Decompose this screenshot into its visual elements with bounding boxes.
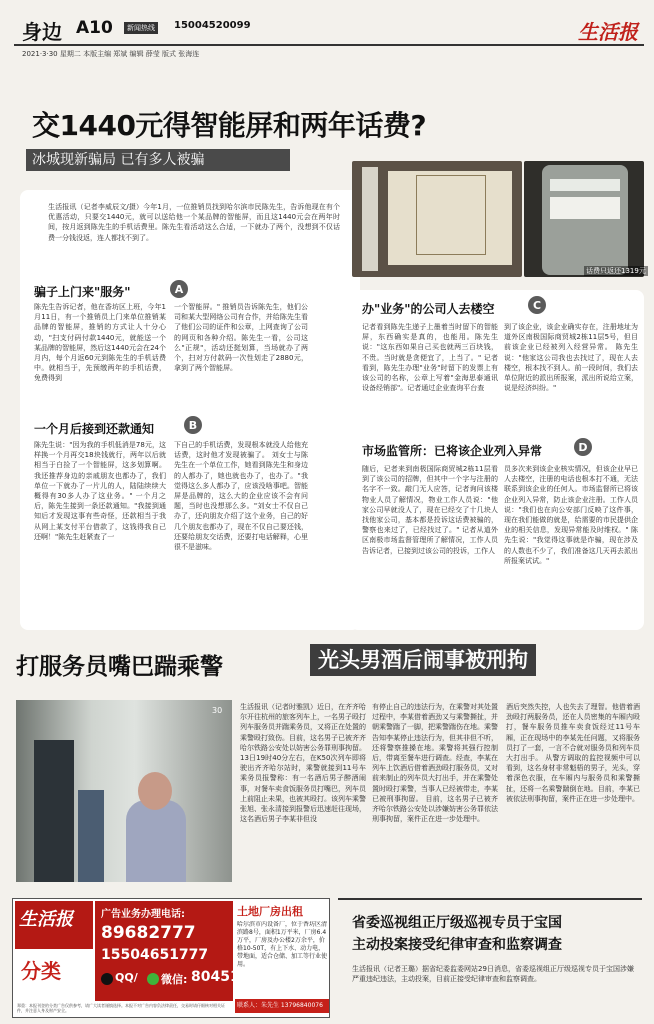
section-c-col1: 记者看到陈先生递子上墨着当时留下的智能屏，东西确实是真的，也能用。陈先生说："这东西如果自己买也就两三百块钱，不贵。当时就是贪便宜了，上当了。" 记者看到，陈先生办理"业务"时留下的发票上有该公司的名称，公章上写着"金海思泰通讯设备经销部"。记者通过企业查询平台查 [362,323,498,393]
wechat-icon [147,973,159,985]
classified-ad [12,898,330,1018]
ad-qq-label: QQ/ [115,971,138,984]
story2-col2: 有停止自己的违法行为，在乘警对其处置过程中，李某借着酒劲又与乘警撕扯，并朝乘警踹了一脚，把乘警踹伤在地。乘警告知李某停止违法行为，但其非但不听，还将警察推搡在地。乘警将其强行控制后，带离至餐车进行调查。经查，李某在列车上饮酒后借着酒劲殴打服务员，又对前来制止的列车员大打出手，并在乘警处置时殴打乘警，当事人已经被带走，李某已被刑事拘留。 目前，这名男子已被齐齐哈尔铁路公安处以涉嫌妨害公务罪依法刑事拘留，案件正在进一步处理中。 [372,703,498,824]
section-title: 身边 [22,20,62,44]
photo-number: 30 [212,706,223,715]
badge-b: B [184,416,202,434]
ad-land-title: 土地厂房出租 [237,905,303,918]
story3-text: 生活报讯（记者王璐）据省纪委监委网站29日消息，省委巡视组正厅级巡视专员于宝国涉嫌严重违纪违法，主动投案，目前正接受纪律审查和监察调查。 [352,965,634,984]
section-b-col2: 下自己的手机话费，发现根本就没人给他充话费，这时他才发现被骗了。 刘女士与陈先生在一个单位工作，她看到陈先生和身边的人都办了，她也就也办了，也办了。"我觉得这么多人都办了，应该没啥事吧。智能屏是品牌的，这么大的企业应该不会有问题，当时也没想那么多。"刘女士不仅自己办了，还向朋友介绍了这个业务，自己的好几个朋友也都办了，现在不仅自己要还钱，还要给朋友交话费，还要打电话解释，心里很不是滋味。 [174,441,308,552]
ad-wechat-label: 微信: [161,973,188,986]
section-b-col1: 陈先生说："因为我的手机低消是78元，这样换一个月再交18块钱就行，两年以后就相当于白捡了一个智能屏，这多划算啊。我还推荐身边的亲戚朋友也都办了，我们单位一下就办了一片儿的人，陆陆续续大概得有30多人办了这业务。" 一个月之后，陈先生接到一条还款通知。"我接到通知后才发现这事有些奇怪，还款相当于我从网上某支付平台借款了，这钱得我自己还啊！"陈先生赶紧查了一 [34,441,166,541]
section-title-a: 骗子上门来"服务" [34,285,131,299]
story2-col1: 生活报讯（记者时雅凯）近日，在齐齐哈尔开往杭州的旅客列车上，一名男子殴打列车服务员并踹乘务员，又将正在处置的乘警殴打致伤。目前，这名男子已被齐齐哈尔铁路公安处以妨害公务罪刑事拘留。 13日19时40分左右，在K50次列车即将驶出齐齐哈尔站时，乘警就接到11号车乘务员报警称：有一名酒后男子醉酒闹事，对餐车卖食饭服务员打嘴巴，列车员上前阻止未果，也被其殴打。该列车乘警张旭、张永清接到报警后迅速赶往现场，这名酒后男子李某非但没 [240,703,366,824]
hotline-number: 15004520099 [174,20,251,31]
story-headline: 交1440元得智能屏和两年话费? [32,109,427,142]
badge-a: A [170,280,188,298]
ad-land-text: 哈尔滨市内设备厂，位于香坊区清滨路8号，面积1万平米，厂房6.4万平，厂房及办公楼2万余平，价格10-50T，有上下水、动力电，带地面，适合仓储、加工等行业使用。 [237,921,327,968]
qq-icon [101,973,113,985]
brand-logo: 生活报 [578,20,638,44]
section-title-c: 办"业务"的公司人去楼空 [362,302,495,316]
story2-photo [16,700,232,882]
page-number: A10 [76,18,113,38]
ad-brand: 生活报 [19,909,73,930]
badge-c: C [528,296,546,314]
hotline-label: 新闻热线 [124,22,158,34]
story3-box [338,898,642,1018]
story-lead: 生活报讯（记者李威辰文/摄）今年1月，一位推销员找到哈尔滨市民陈先生，告诉他现在有个优惠活动，只要交1440元，就可以送给他一个某品牌的智能屏，而且这1440元会在两年时间，按月返到陈先生的手机话费里。陈先生看活动这么合适，一下就办了两个，没想到不仅话费一分钱没返，连人都找不到了。 [48,203,340,242]
ad-phone2: 15504651777 [101,947,209,963]
badge-d: D [574,438,592,456]
section-d-col2: 员多次来到该企业核实情况，但该企业早已人去楼空，注册的电话也根本打不通，无法联系到该企业的任何人。市场监督所已将该企业列入异常，防止该企业注册。工作人员说："我们也在向公安部门反映了这件事，现在我们能做的就是，给需要的市民提供企业的相关信息，发现异常能及时维权。" 陈先生说："我觉得这事就是诈骗，现在涉及的人数也不少了，我们准备这几天再去派出所报案试试。" [504,465,638,565]
section-d-col1: 随后，记者来到南极国际商贸城2栋11层看到了该公司的招牌，但其中一个字与注册的名字不一致。敲门无人应答，记者询问该楼物业人员了解情况，物业工作人员说："他家公司早就没人了，现在已经交了十几块人找他家公司，基本都是投诉这话费被骗的，警察也来过了，已经找过了。" 记者从道外区南极市场监督管理所了解情况，工作人员告诉记者，已接到过该公司的投诉，工作人 [362,465,498,555]
photo-phone [524,161,644,277]
story2-col3: 酒后突然失控，人也失去了理智。他借着酒劲殴打两服务员，还在人员密集的车厢内殴打，餐车服务员推车卖食饭经过11号车厢，正在现场中的李某先任问题，又将服务员打了一套，一言不合就对服务员和列车员大打出手。 从警方调取的监控视频中可以看到，这名身材非常魁梧的男子，光头，穿着深色衣服，在车厢内与服务员和乘警撕扯，还将一名乘警踹倒在地。目前，李某已被依法刑事拘留，案件正在进一步处理中。 [506,703,640,803]
ad-category: 分类 [21,959,61,983]
ad-notice: 郑重：本报刊登的分类广告仅供参考，请广大读者谨慎选择。本报不对广告内容负法律责任，交易时请仔细核对相关证件，并注意人身及财产安全。 [17,1003,225,1013]
story2-headline-left: 打服务员嘴巴踹乘警 [16,654,223,680]
story3-headline-2: 主动投案接受纪律审查和监察调查 [352,937,562,953]
story2-headline-right: 光头男酒后闹事被刑拘 [310,644,536,676]
section-title-b: 一个月后接到还款通知 [34,422,155,436]
ad-contact: 联系人：朱先生 13796840076 [235,999,329,1013]
ad-wechat: 80451 [191,969,240,985]
photo-invoice [352,161,522,277]
story-subhead: 冰城现新骗局 已有多人被骗 [26,149,290,171]
header-rule [14,44,644,46]
section-c-col2: 到了该企业，该企业确实存在，注册地址为道外区南极国际商贸城2栋11层5号，但目前该企业已经被列入经营异常。 陈先生说："他家这公司我也去找过了，现在人去楼空，根本找不到人。前一段时间，我们去单位附近的派出所报案，派出所说给立案，说是经济纠纷。" [504,323,638,393]
photo-caption: 话费只返还1319元 [586,267,646,275]
section-a-col2: 一个智能屏。" 推销员告诉陈先生，他们公司和某大型网络公司有合作，并给陈先生看了他们公司的证件和公章，上网查询了公司的网页和各种介绍。陈先生一看，公司这么"正规"，活动还挺划算，当场就办了两个，扫对方付款码一次性划走了2880元，拿到了两个智能屏。 [174,303,308,373]
ad-hotline-title: 广告业务办理电话: [101,909,185,920]
dateline: 2021·3·30 星期二 本版主编 郑斌 编辑 薛莹 版式 张海连 [22,50,200,58]
story3-headline-1: 省委巡视组正厅级巡视专员于宝国 [352,915,562,931]
section-a-col1: 陈先生告诉记者，他在香坊区上班，今年1月11日，有一个推销员上门来单位推销某品牌的智能屏，推销的方式让人十分心动，"扫支付码付款1440元，就能送一个某品牌的智能屏，然后这1440元会在24个月内，每个月返60元到陈先生的手机话费中。就相当于，先预缴两年的手机话费，免费得到 [34,303,166,383]
ad-phone1: 89682777 [101,923,196,943]
masthead [14,16,644,64]
section-title-d: 市场监管所：已将该企业列入异常 [362,444,543,458]
